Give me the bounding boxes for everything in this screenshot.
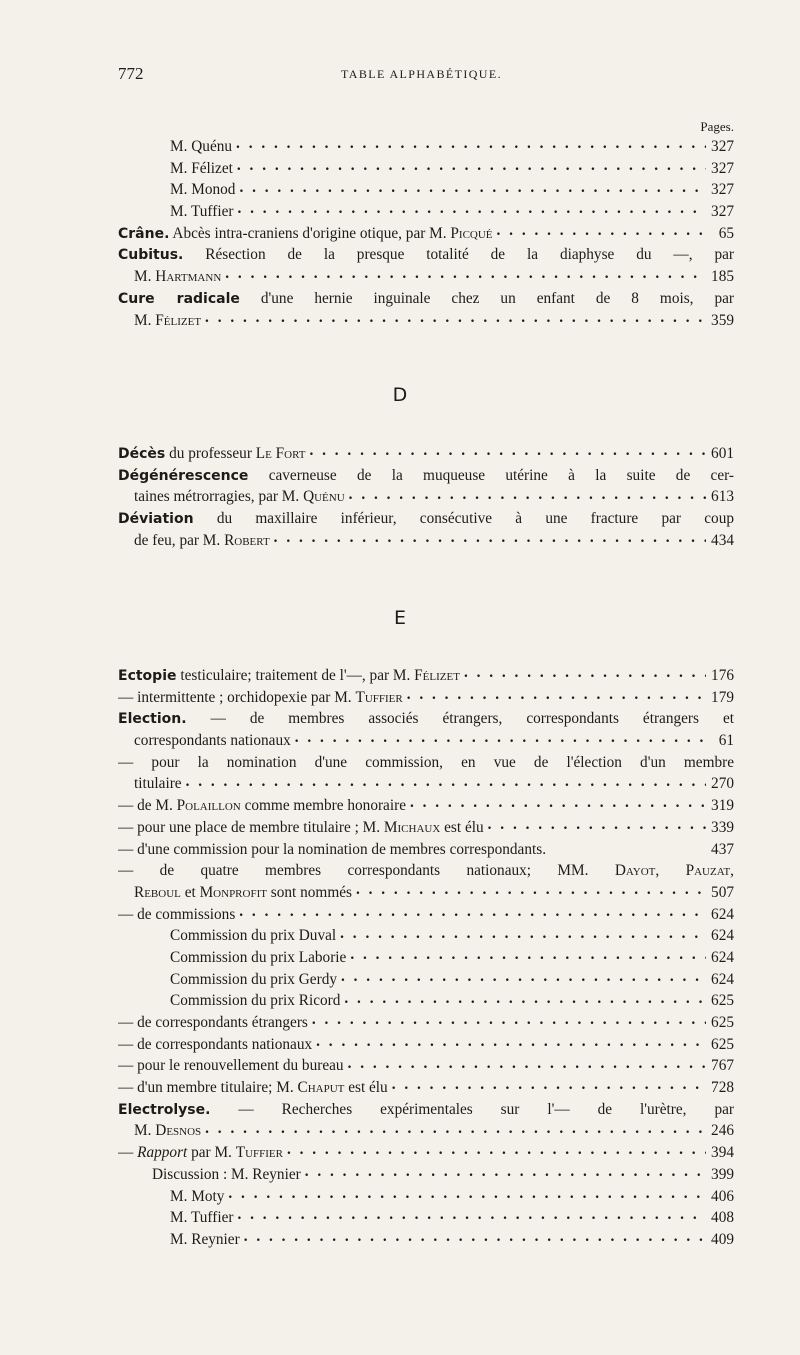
entry-cure-radicale: Cure radicale d'une hernie inguinale chez un enfant de 8 mois, par [118, 289, 734, 307]
entry-election: Election. — de membres associés étrangers, correspondants étrangers et [118, 710, 734, 728]
list-item: Commission du prix Duval . . . 624 [118, 925, 734, 947]
list-item: M. Tuffier . . . 327 [118, 201, 734, 223]
section-letter-d: D [392, 384, 408, 406]
section-letter-e: E [393, 607, 406, 629]
entry-nomination-cont: titulaire . . . 270 [118, 773, 734, 795]
section-c-block [118, 118, 734, 331]
entry-commissions: — de commissions . . . 624 [118, 904, 734, 926]
entry-bureau: — pour le renouvellement du bureau . . . 767 [118, 1055, 734, 1077]
entry-cure-radicale-cont: M. Félizet . . . 359 [118, 310, 734, 332]
entry-deviation-cont: de feu, par M. Robert . . . 434 [118, 530, 734, 552]
entry-degenerescence-cont: taines métrorragies, par M. Quénu . . . 613 [118, 486, 734, 508]
entry-chaput: — d'un membre titulaire; M. Chaput est élu . . . 728 [118, 1077, 734, 1099]
list-item: Commission du prix Gerdy . . . 624 [118, 969, 734, 991]
entry-electrolyse: Electrolyse. — Recherches expérimentales sur l'— de l'urètre, par [118, 1100, 734, 1118]
entry-electrolyse-cont: M. Desnos . . . 246 [118, 1120, 734, 1142]
entry-deviation: Déviation du maxillaire inférieur, consécutive à une fracture par coup [118, 510, 734, 528]
entry-deces: Décès du professeur Le Fort . . . 601 [118, 443, 734, 465]
list-item: M. Reynier . . . 409 [118, 1229, 734, 1251]
entry-commission-correspondants: — d'une commission pour la nomination de membres correspondants. 437 [118, 840, 734, 858]
entry-intermittente: — intermittente ; orchidopexie par M. Tuffier . . . 179 [118, 687, 734, 709]
entry-correspondants-etrangers: — de correspondants étrangers . . . 625 [118, 1012, 734, 1034]
entry-quatre-membres-cont: Reboul et Monprofit sont nommés . . . 507 [118, 882, 734, 904]
list-item: Commission du prix Ricord . . . 625 [118, 990, 734, 1012]
entry-michaux: — pour une place de membre titulaire ; M. Michaux est élu . . . 339 [118, 817, 734, 839]
entry-correspondants-nationaux: — de correspondants nationaux . . . 625 [118, 1034, 734, 1056]
entry-rapport: — Rapport par M. Tuffier . . . 394 [118, 1142, 734, 1164]
list-item: M. Tuffier . . . 408 [118, 1207, 734, 1229]
entry-nomination: — pour la nomination d'une commission, en vue de l'élection d'un membre [118, 753, 734, 771]
entry-cubitus-cont: M. Hartmann . . . 185 [118, 266, 734, 288]
entry-crane: Crâne. Abcès intra-craniens d'origine otique, par M. Picqué . . . 65 [118, 223, 734, 245]
section-e-block [118, 665, 734, 1251]
entry-degenerescence: Dégénérescence caverneuse de la muqueuse utérine à la suite de cer- [118, 466, 734, 484]
list-item: Commission du prix Laborie . . . 624 [118, 947, 734, 969]
list-item: M. Moty . . . 406 [118, 1186, 734, 1208]
page-number: 772 [118, 64, 144, 83]
pages-column-label: Pages. [700, 119, 734, 134]
entry-election-cont: correspondants nationaux . . . 61 [118, 730, 734, 752]
entry-ectopie: Ectopie testiculaire; traitement de l'—, par M. Félizet . . . 176 [118, 665, 734, 687]
entry-c-list [118, 136, 734, 331]
entry-cubitus: Cubitus. Résection de la presque totalité de la diaphyse du —, par [118, 246, 734, 264]
list-item: M. Félizet . . . 327 [118, 158, 734, 180]
running-head [118, 64, 725, 88]
entry-polaillon: — de M. Polaillon comme membre honoraire . . . 319 [118, 795, 734, 817]
list-item: M. Monod . . . 327 [118, 179, 734, 201]
entry-quatre-membres: — de quatre membres correspondants nationaux; MM. Dayot, Pauzat, [118, 862, 734, 880]
section-d-block [118, 443, 734, 551]
list-item: M. Quénu . . . 327 [118, 136, 734, 158]
entry-discussion: Discussion : M. Reynier . . . 399 [118, 1164, 734, 1186]
running-title: TABLE ALPHABÉTIQUE. [341, 67, 502, 81]
